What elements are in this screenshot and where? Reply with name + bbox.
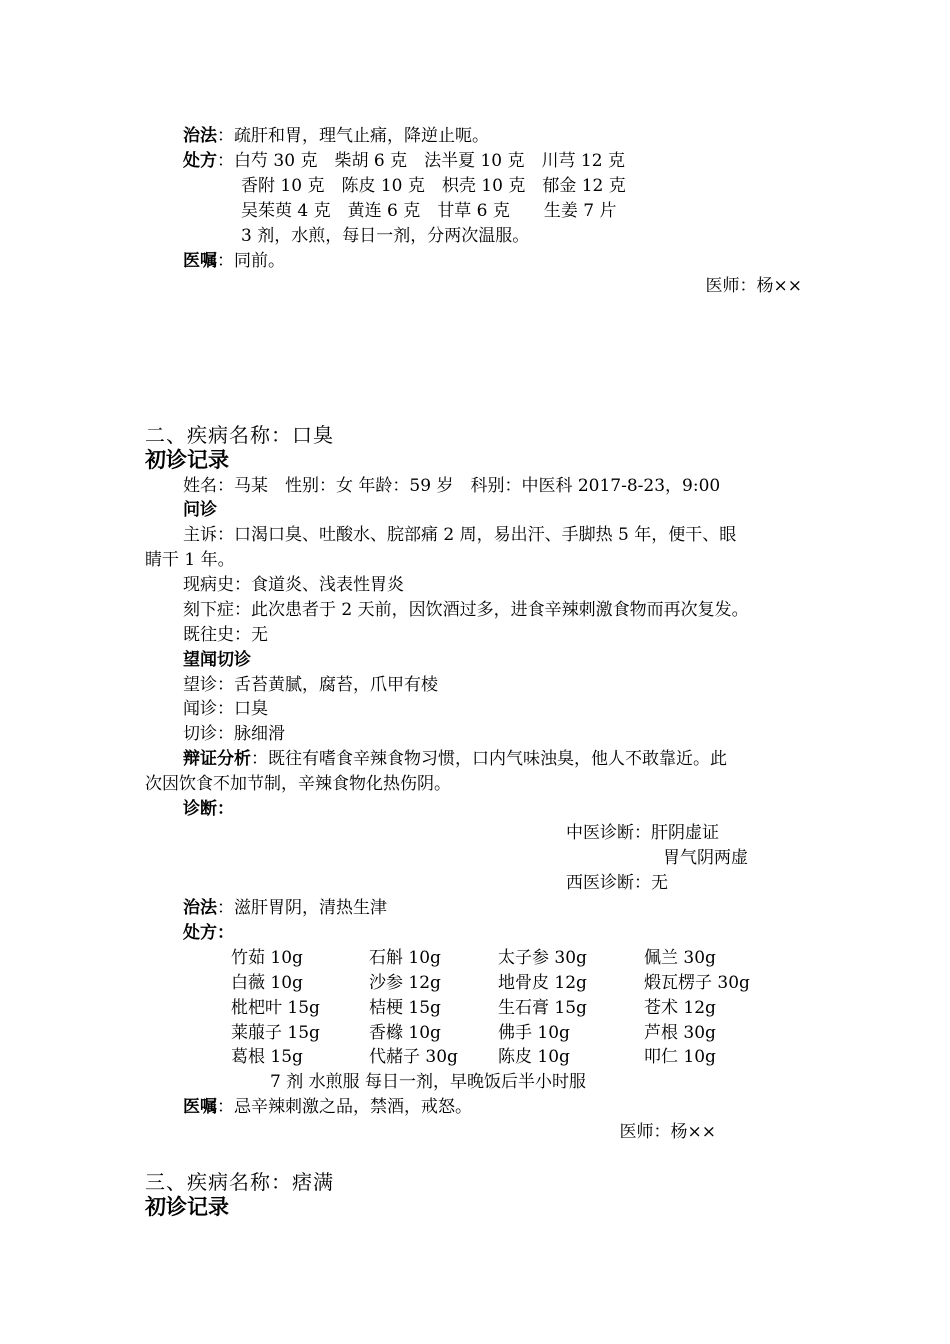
analysis-line-2: 次因饮食不加节制，辛辣食物化热伤阴。: [145, 774, 451, 794]
prescription-line-3: 吴茱萸 4 克 黄连 6 克 甘草 6 克 生姜 7 片: [241, 201, 617, 221]
doctor-signature: 医师：杨××: [619, 1122, 716, 1142]
herb-item: 生石膏 15g: [498, 998, 587, 1018]
herb-item: 代赭子 30g: [369, 1047, 458, 1067]
herb-item: 陈皮 10g: [498, 1047, 570, 1067]
advice-line: [183, 250, 285, 272]
treatment-label: 治法: [183, 126, 217, 146]
prescription-line-4: 3 剂，水煎，每日一剂，分两次温服。: [241, 226, 530, 246]
herb-item: 葛根 15g: [231, 1047, 303, 1067]
herb-item: 石斛 10g: [369, 948, 441, 968]
herb-item: 桔梗 15g: [369, 998, 441, 1018]
advice-text: ：同前。: [217, 251, 285, 271]
section-heading: 二、疾病名称：口臭: [145, 423, 334, 447]
herb-item: 芦根 30g: [644, 1023, 716, 1043]
advice-label: 医嘱: [183, 251, 217, 271]
palpation: 切诊：脉细滑: [183, 724, 285, 744]
chief-complaint-2: 睛干 1 年。: [145, 550, 235, 570]
prescription-label: 处方：: [183, 923, 234, 943]
analysis-label: 辩证分析: [183, 749, 251, 769]
inspection: 望诊：舌苔黄腻，腐苔，爪甲有棱: [183, 675, 438, 695]
herb-item: 地骨皮 12g: [498, 973, 587, 993]
herb-item: 佛手 10g: [498, 1023, 570, 1043]
herb-item: 沙参 12g: [369, 973, 441, 993]
diagnosis-label: 诊断：: [183, 799, 234, 819]
treatment-text: ：疏肝和胃，理气止痛，降逆止呃。: [217, 126, 489, 146]
herb-item: 莱菔子 15g: [231, 1023, 320, 1043]
prescription-line-1: [183, 150, 625, 172]
tcm-diagnosis-1: 中医诊断：肝阴虚证: [566, 823, 719, 843]
chief-complaint-1: 主诉：口渴口臭、吐酸水、脘部痛 2 周，易出汗、手脚热 5 年，便干、眼: [183, 525, 737, 545]
herb-item: 苍术 12g: [644, 998, 716, 1018]
advice-label: 医嘱: [183, 1097, 217, 1117]
record-title: 初诊记录: [145, 1194, 229, 1219]
prescription-label: 处方: [183, 151, 217, 171]
auscultation: 闻诊：口臭: [183, 699, 268, 719]
prescription-text-1: ：白芍 30 克 柴胡 6 克 法半夏 10 克 川芎 12 克: [217, 151, 625, 171]
past-history: 既往史：无: [183, 625, 268, 645]
present-illness: 现病史：食道炎、浅表性胃炎: [183, 575, 404, 595]
treatment-line: [183, 897, 387, 919]
analysis-line-1: [183, 748, 727, 770]
advice-text: ：忌辛辣刺激之品，禁酒，戒怒。: [217, 1097, 472, 1117]
treatment-line: [183, 125, 489, 147]
prescription-line-2: 香附 10 克 陈皮 10 克 枳壳 10 克 郁金 12 克: [241, 176, 626, 196]
record-title: 初诊记录: [145, 447, 229, 472]
analysis-text-1: ：既往有嗜食辛辣食物习惯，口内气味浊臭，他人不敢靠近。此: [251, 749, 727, 769]
inquiry-title: 问诊: [183, 500, 217, 520]
herb-item: 佩兰 30g: [644, 948, 716, 968]
herb-item: 枇杷叶 15g: [231, 998, 320, 1018]
doctor-signature: 医师：杨××: [705, 276, 802, 296]
patient-info: 姓名：马某 性别：女 年龄：59 岁 科别：中医科 2017-8-23，9:00: [183, 476, 721, 496]
dosage-instructions: 7 剂 水煎服 每日一剂，早晚饭后半小时服: [270, 1072, 587, 1092]
herb-item: 太子参 30g: [498, 948, 587, 968]
tcm-diagnosis-2: 胃气阴两虚: [663, 848, 748, 868]
herb-item: 白薇 10g: [231, 973, 303, 993]
examination-title: 望闻切诊: [183, 650, 251, 670]
treatment-label: 治法: [183, 898, 217, 918]
herb-item: 竹茹 10g: [231, 948, 303, 968]
western-diagnosis: 西医诊断：无: [566, 873, 668, 893]
herb-item: 叩仁 10g: [644, 1047, 716, 1067]
herb-item: 香橼 10g: [369, 1023, 441, 1043]
section-heading: 三、疾病名称：痞满: [145, 1170, 334, 1194]
herb-item: 煅瓦楞子 30g: [644, 973, 750, 993]
advice-line: [183, 1096, 472, 1118]
current-symptoms: 刻下症：此次患者于 2 天前，因饮酒过多，进食辛辣刺激食物而再次复发。: [183, 600, 749, 620]
treatment-text: ：滋肝胃阴，清热生津: [217, 898, 387, 918]
